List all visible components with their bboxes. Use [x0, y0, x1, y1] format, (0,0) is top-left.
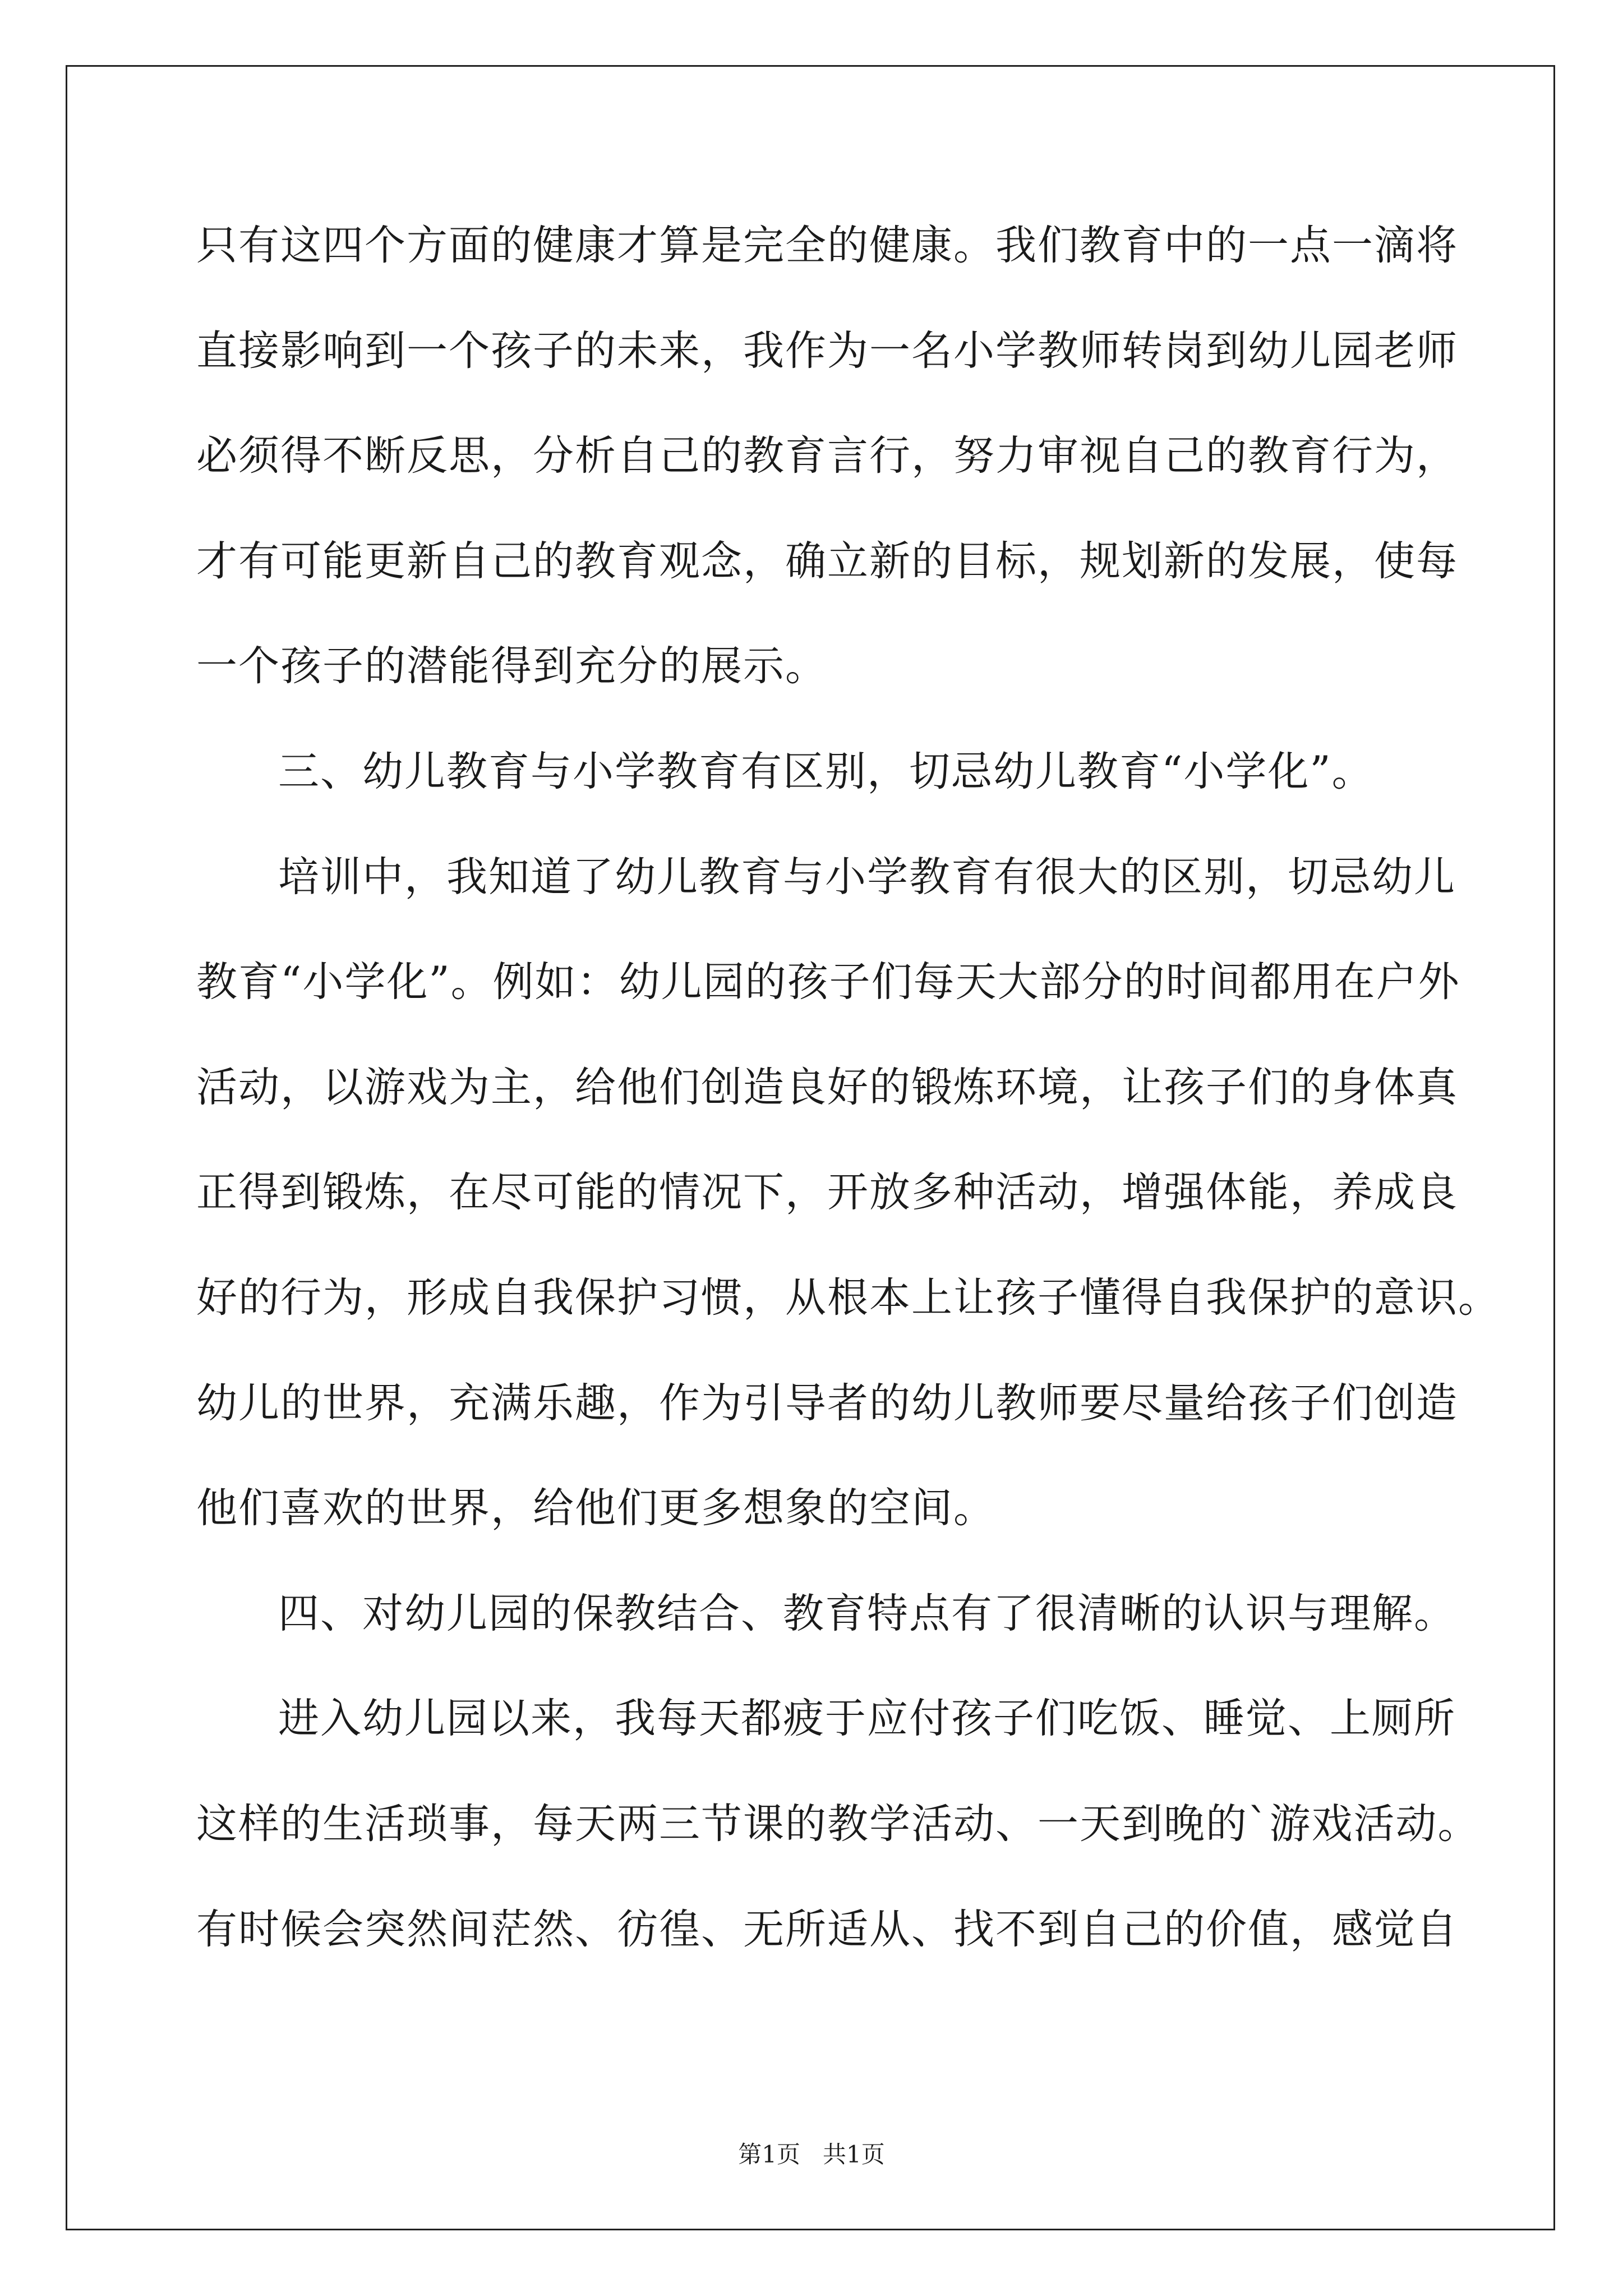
- text-line-4: 才有可能更新自己的教育观念，确立新的目标，规划新的发展，使每: [196, 537, 1458, 585]
- text-line-11: 好的行为，形成自我保护习惯，从根本上让孩子懂得自我保护的意识。: [196, 1273, 1500, 1322]
- text-line-15: 进入幼儿园以来，我每天都疲于应付孩子们吃饭、睡觉、上厕所: [278, 1695, 1456, 1743]
- page-number-current: 第1页: [738, 2141, 800, 2168]
- text-line-8: 教育“小学化”。例如：幼儿园的孩子们每天大部分的时间都用在户外: [196, 958, 1460, 1006]
- text-line-12: 幼儿的世界，充满乐趣，作为引导者的幼儿教师要尽量给孩子们创造: [196, 1379, 1458, 1427]
- text-line-5: 一个孩子的潜能得到充分的展示。: [196, 642, 827, 691]
- text-line-2: 直接影响到一个孩子的未来，我作为一名小学教师转岗到幼儿园老师: [196, 326, 1458, 375]
- text-line-9: 活动，以游戏为主，给他们创造良好的锻炼环境，让孩子们的身体真: [196, 1063, 1458, 1111]
- text-line-1: 只有这四个方面的健康才算是完全的健康。我们教育中的一点一滴将: [196, 222, 1458, 269]
- section-heading-3: 三、幼儿教育与小学教育有区别，切忌幼儿教育“小学化”。: [278, 747, 1374, 795]
- text-line-3: 必须得不断反思，分析自己的教育言行，努力审视自己的教育行为，: [196, 432, 1458, 480]
- document-body: [196, 212, 1500, 2001]
- text-line-10: 正得到锻炼，在尽可能的情况下，开放多种活动，增强体能，养成良: [196, 1168, 1458, 1217]
- text-line-13: 他们喜欢的世界，给他们更多想象的空间。: [196, 1484, 995, 1533]
- section-heading-4: 四、对幼儿园的保教结合、教育特点有了很清晰的认识与理解。: [278, 1589, 1456, 1637]
- text-line-7: 培训中，我知道了幼儿教育与小学教育有很大的区别，切忌幼儿: [278, 853, 1456, 901]
- page-number-total: 共1页: [823, 2141, 885, 2168]
- text-line-17: 有时候会突然间茫然、彷徨、无所适从、找不到自己的价值，感觉自: [196, 1905, 1458, 1953]
- text-line-16: 这样的生活琐事，每天两三节课的教学活动、一天到晚的`游戏活动。: [196, 1800, 1480, 1848]
- page-footer: [0, 2141, 1623, 2169]
